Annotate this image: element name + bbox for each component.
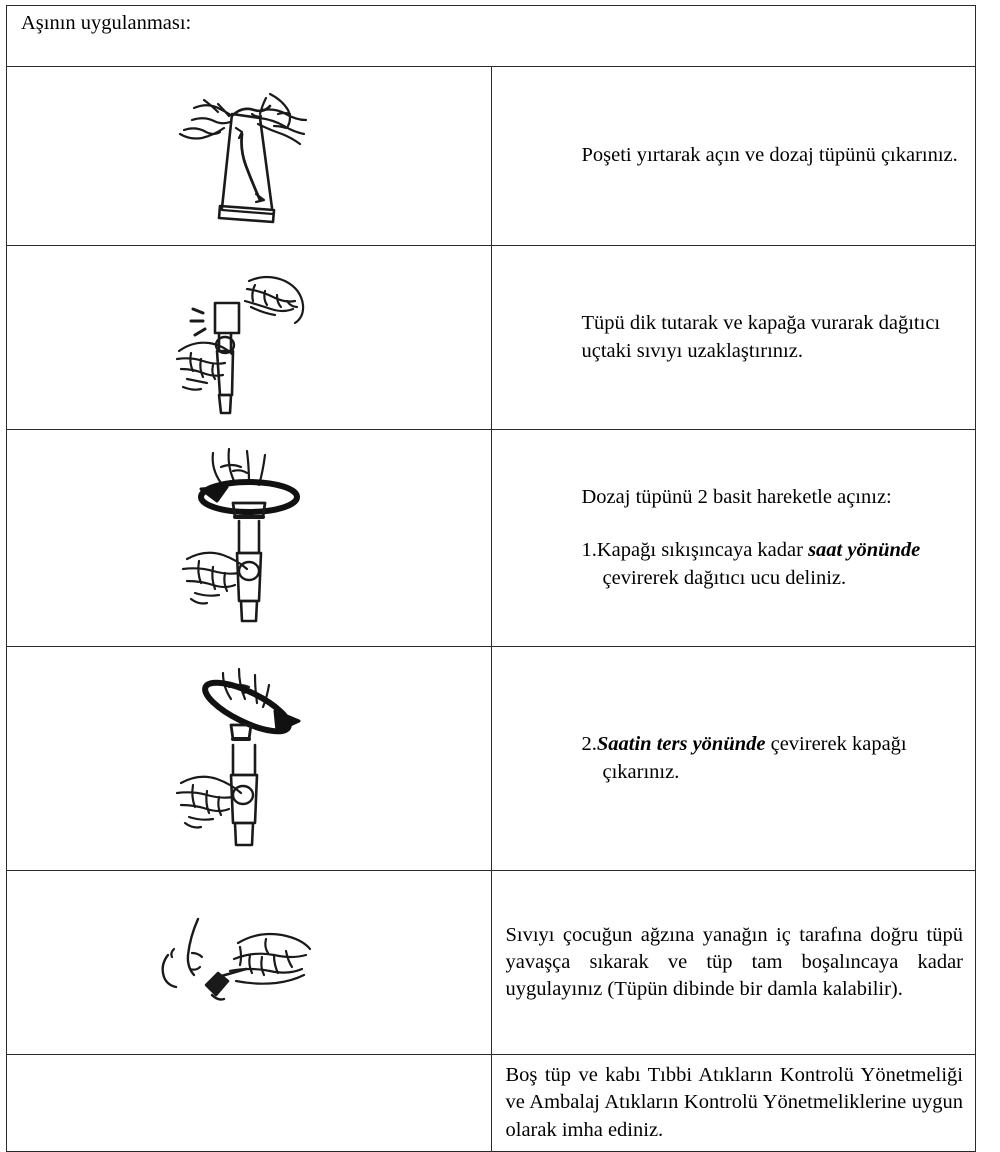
step-3-list-number: 1. <box>581 539 597 562</box>
table-row <box>7 246 976 430</box>
figure-cell-step-3 <box>7 430 492 647</box>
step-3-list-line-1 <box>582 537 960 564</box>
step-6-paragraph: Boş tüp ve kabı Tıbbi Atıkların Kontrolü Yönetmeliği ve Ambalaj Atıkların Kontrolü Yönetmeliklerine uygun olarak imha ediniz. <box>505 1064 963 1141</box>
hands-tearing-sachet-illustration <box>174 76 324 236</box>
table-row-header <box>7 6 976 67</box>
figure-cell-step-4 <box>7 647 492 871</box>
table-row <box>7 430 976 647</box>
figure-cell-step-1 <box>7 67 492 246</box>
vaccine-administration-table <box>6 5 976 1152</box>
hands-tapping-tube-cap-illustration <box>169 255 329 420</box>
hand-squeezing-tube-into-child-mouth-illustration <box>154 903 344 1023</box>
figure-cell-step-2 <box>7 246 492 430</box>
text-cell-step-3 <box>491 430 976 647</box>
step-2-line-2: uçtaki sıvıyı uzaklaştırınız. <box>581 339 803 362</box>
step-3-emphasis: saat yönünde <box>808 539 921 562</box>
step-3-text-block <box>492 484 976 591</box>
text-cell-step-5 <box>491 871 976 1055</box>
step-4-list-line-1 <box>582 731 960 758</box>
step-4-list-item <box>582 731 960 785</box>
step-4-emphasis: Saatin ters yönünde <box>596 733 766 756</box>
step-2-line-1: Tüpü dik tutarak ve kapağa vurarak dağıtıcı <box>581 312 941 335</box>
step-3-list-item <box>582 537 960 591</box>
step-5-paragraph: Sıvıyı çocuğun ağzına yanağın iç tarafına doğru tüpü yavaşça sıkarak ve tüp tam boşalıncaya kadar uygulayınız (Tüpün dibinde bir damla kalabilir). <box>505 923 963 1001</box>
text-cell-step-4 <box>491 647 976 871</box>
page-title: Aşının uygulanması: <box>7 6 976 67</box>
table-row <box>7 871 976 1055</box>
table-row <box>7 647 976 871</box>
step-2-text-block <box>492 310 976 364</box>
step-1-line-1: Poşeti yırtarak açın ve dozaj tüpünü çıkarınız. <box>581 144 958 167</box>
text-cell-step-6 <box>491 1055 976 1152</box>
step-5-text-block <box>492 922 976 1003</box>
hands-twisting-cap-counterclockwise-illustration <box>169 659 329 859</box>
text-cell-step-2 <box>491 246 976 430</box>
hands-twisting-cap-clockwise-illustration <box>169 441 329 636</box>
step-6-text-block <box>492 1062 976 1143</box>
figure-cell-step-6 <box>7 1055 492 1152</box>
table-row <box>7 67 976 246</box>
text-cell-step-1 <box>491 67 976 246</box>
step-4-list-number: 2. <box>581 733 597 756</box>
step-4-text-block <box>492 731 976 785</box>
step-3-intro: Dozaj tüpünü 2 basit hareketle açınız: <box>581 486 892 509</box>
step-3-text-before: Kapağı sıkışıncaya kadar <box>596 539 809 562</box>
figure-cell-step-5 <box>7 871 492 1055</box>
table-row <box>7 1055 976 1152</box>
step-4-list-line-2: çıkarınız. <box>602 760 680 783</box>
step-4-text-after: çevirerek kapağı <box>765 733 907 756</box>
step-3-list-line-2: çevirerek dağıtıcı ucu deliniz. <box>602 566 847 589</box>
step-1-text-block <box>492 142 976 169</box>
